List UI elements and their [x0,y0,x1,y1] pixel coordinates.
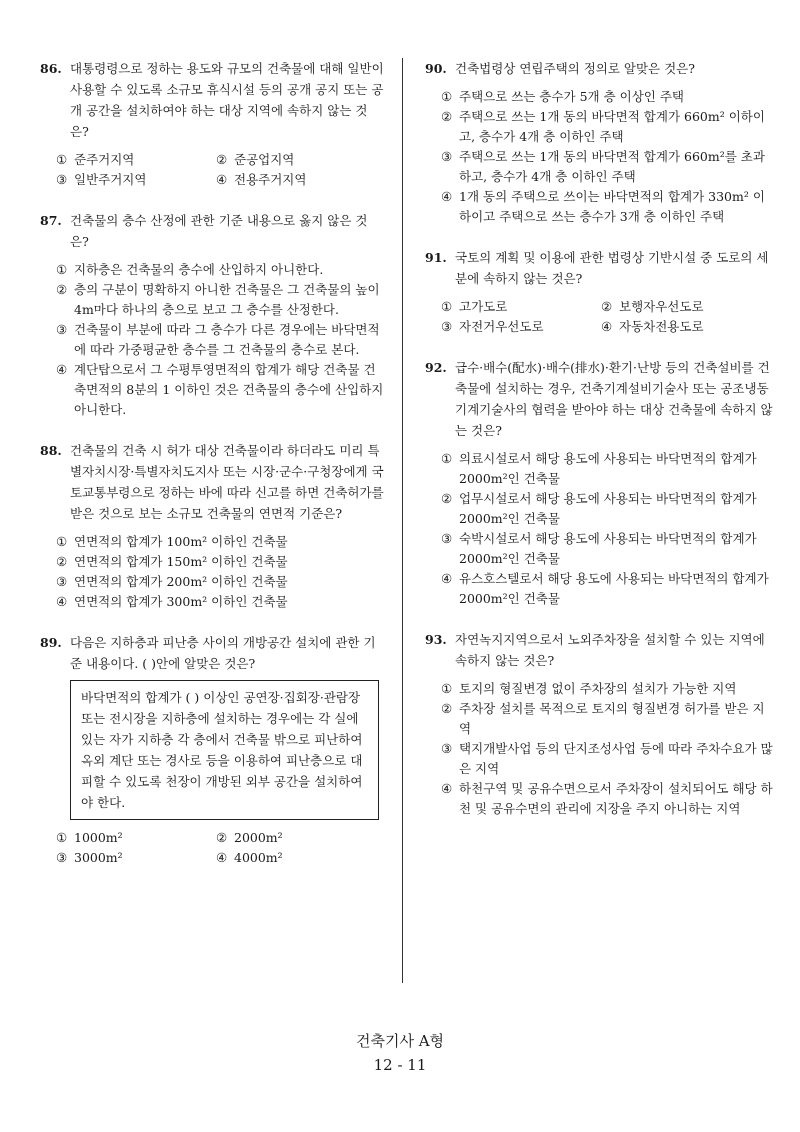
question-stem [425,58,775,79]
answer-option [56,170,216,190]
question-stem [40,440,385,524]
option-text: 토지의 형질변경 없이 주차장의 설치가 가능한 지역 [459,681,737,696]
question-number: 91. [425,250,447,265]
question-item [425,58,775,227]
answer-option [441,739,775,779]
option-mark: ① [56,262,68,277]
answer-option [56,280,385,320]
option-mark: ① [441,89,453,104]
option-mark: ② [441,491,453,506]
answer-option [441,317,601,337]
option-text: 준주거지역 [74,152,135,167]
question-text: 건축물의 층수 산정에 관한 기준 내용으로 옳지 않은 것은? [70,213,368,249]
option-mark: ② [441,109,453,124]
answer-option [601,297,761,317]
question-stem [40,58,385,142]
option-mark: ④ [441,571,453,586]
option-mark: ② [216,152,228,167]
exam-title: 건축기사 A형 [355,1032,445,1050]
answer-option [56,260,385,280]
option-mark: ④ [441,781,453,796]
option-mark: ③ [441,741,453,756]
question-text: 대통령령으로 정하는 용도와 규모의 건축물에 대해 일반이 사용할 수 있도록 소규모 휴식시설 등의 공개 공지 또는 공개 공간을 설치하여야 하는 대상 지역에 속하지 않는 것은? [70,61,384,139]
answer-option [441,187,775,227]
option-text: 3000m² [74,850,123,865]
answer-options [425,87,775,227]
option-mark: ④ [441,189,453,204]
option-text: 일반주거지역 [74,172,147,187]
question-stem [425,629,775,671]
answer-options [425,297,775,337]
question-box: 바닥면적의 합계가 ( ) 이상인 공연장·집회장·관람장 또는 전시장을 지하층에 설치하는 경우에는 각 실에 있는 자가 지하층 각 층에서 건축물 밖으로 피난하여 옥외 계단 또는 경사로 등을 이용하여 피난층으로 대피할 수 있도록 천장이 개방된 외부 공간을 설치하여야 한다. [70,680,379,820]
answer-option [441,297,601,317]
option-text: 지하층은 건축물의 층수에 산입하지 아니한다. [74,262,324,277]
answer-option [441,107,775,147]
option-text: 주택으로 쓰는 1개 동의 바닥면적 합계가 660m² 이하이고, 층수가 4개 층 이하인 주택 [459,109,765,144]
option-mark: ③ [56,574,68,589]
question-number: 86. [40,61,62,76]
answer-option [441,449,775,489]
question-item [40,210,385,420]
option-text: 자전거우선도로 [459,319,544,334]
answer-option [56,848,216,868]
answer-option [56,828,216,848]
option-text: 주택으로 쓰는 층수가 5개 층 이상인 주택 [459,89,684,104]
option-mark: ④ [56,362,68,377]
option-mark: ② [216,830,228,845]
option-mark: ③ [441,149,453,164]
option-mark: ② [56,554,68,569]
option-text: 연면적의 합계가 100m² 이하인 건축물 [74,534,288,549]
answer-option [441,679,775,699]
question-item [425,629,775,819]
answer-option [441,779,775,819]
answer-options [40,260,385,420]
option-mark: ④ [601,319,613,334]
question-number: 93. [425,632,447,647]
answer-option [441,147,775,187]
left-column [40,58,385,888]
answer-option [441,569,775,609]
option-text: 유스호스텔로서 해당 용도에 사용되는 바닥면적의 합계가 2000m²인 건축물 [459,571,769,606]
answer-option [56,552,385,572]
question-text: 건축물의 건축 시 허가 대상 건축물이라 하더라도 미리 특별자치시장·특별자치도지사 또는 시장·군수·구청장에게 국토교통부령으로 정하는 바에 따라 신고를 하면 건축허가를 받은 것으로 보는 소규모 건축물의 연면적 기준은? [70,443,384,521]
option-text: 연면적의 합계가 150m² 이하인 건축물 [74,554,288,569]
option-mark: ① [441,681,453,696]
answer-option [56,320,385,360]
option-text: 건축물이 부분에 따라 그 층수가 다른 경우에는 바닥면적에 따라 가중평균한 층수를 그 건축물의 층수로 본다. [74,322,380,357]
answer-option [216,848,376,868]
answer-option [441,87,775,107]
question-stem [425,357,775,441]
option-mark: ① [441,299,453,314]
question-item [425,357,775,609]
question-number: 89. [40,635,62,650]
option-mark: ③ [56,850,68,865]
option-text: 1개 동의 주택으로 쓰이는 바닥면적의 합계가 330m² 이하이고 주택으로 쓰는 층수가 3개 층 이하인 주택 [459,189,765,224]
answer-options [425,679,775,819]
option-text: 자동차전용도로 [619,319,704,334]
question-item [40,58,385,190]
option-text: 연면적의 합계가 300m² 이하인 건축물 [74,594,288,609]
option-mark: ③ [56,322,68,337]
question-item [425,247,775,337]
answer-option [56,592,385,612]
option-text: 1000m² [74,830,123,845]
option-mark: ① [441,451,453,466]
question-text: 국토의 계획 및 이용에 관한 법령상 기반시설 중 도로의 세분에 속하지 않는 것은? [455,250,769,286]
answer-options [40,828,385,868]
answer-options [40,532,385,612]
option-mark: ④ [216,850,228,865]
answer-option [441,529,775,569]
option-text: 주택으로 쓰는 1개 동의 바닥면적 합계가 660m²를 초과하고, 층수가 4개 층 이하인 주택 [459,149,765,184]
option-mark: ① [56,830,68,845]
option-mark: ③ [441,319,453,334]
question-item [40,440,385,612]
answer-option [216,828,376,848]
answer-option [216,170,376,190]
option-mark: ② [601,299,613,314]
question-stem [40,632,385,674]
answer-option [216,150,376,170]
option-text: 준공업지역 [234,152,295,167]
question-text: 다음은 지하층과 피난층 사이의 개방공간 설치에 관한 기준 내용이다. ( )안에 알맞은 것은? [70,635,376,671]
option-text: 전용주거지역 [234,172,307,187]
question-number: 90. [425,61,447,76]
answer-options [425,449,775,609]
right-column [425,58,775,839]
option-text: 하천구역 및 공유수면으로서 주차장이 설치되어도 해당 하천 및 공유수면의 관리에 지장을 주지 아니하는 지역 [459,781,773,816]
option-mark: ② [56,282,68,297]
option-mark: ④ [56,594,68,609]
option-text: 계단탑으로서 그 수평투영면적의 합계가 해당 건축물 건축면적의 8분의 1 이하인 것은 건축물의 층수에 산입하지 아니한다. [74,362,384,417]
answer-option [56,150,216,170]
option-text: 층의 구분이 명확하지 아니한 건축물은 그 건축물의 높이 4m마다 하나의 층으로 보고 그 층수를 산정한다. [74,282,380,317]
option-text: 택지개발사업 등의 단지조성사업 등에 따라 주차수요가 많은 지역 [459,741,773,776]
answer-option [441,489,775,529]
question-text: 건축법령상 연립주택의 정의로 알맞은 것은? [455,61,695,76]
answer-option [56,360,385,420]
question-number: 87. [40,213,62,228]
option-mark: ② [441,701,453,716]
option-mark: ③ [56,172,68,187]
option-text: 2000m² [234,830,283,845]
option-text: 4000m² [234,850,283,865]
answer-option [56,532,385,552]
option-text: 주차장 설치를 목적으로 토지의 형질변경 허가를 받은 지역 [459,701,765,736]
page-number: 12 - 11 [373,1056,427,1074]
question-number: 92. [425,360,447,375]
option-text: 고가도로 [459,299,508,314]
question-text: 자연녹지지역으로서 노외주차장을 설치할 수 있는 지역에 속하지 않는 것은? [455,632,765,668]
option-text: 의료시설로서 해당 용도에 사용되는 바닥면적의 합계가 2000m²인 건축물 [459,451,757,486]
column-divider [402,58,403,983]
option-text: 업무시설로서 해당 용도에 사용되는 바닥면적의 합계가 2000m²인 건축물 [459,491,757,526]
option-text: 보행자우선도로 [619,299,704,314]
question-item [40,632,385,868]
option-text: 숙박시설로서 해당 용도에 사용되는 바닥면적의 합계가 2000m²인 건축물 [459,531,757,566]
option-mark: ① [56,152,68,167]
option-mark: ① [56,534,68,549]
option-text: 연면적의 합계가 200m² 이하인 건축물 [74,574,288,589]
question-text: 급수·배수(配水)·배수(排水)·환기·난방 등의 건축설비를 건축물에 설치하는 경우, 건축기계설비기술사 또는 공조냉동기계기술사의 협력을 받아야 하는 대상 건축물에 속하지 않는 것은? [455,360,773,438]
answer-option [441,699,775,739]
question-stem [40,210,385,252]
option-mark: ③ [441,531,453,546]
answer-options [40,150,385,190]
answer-option [56,572,385,592]
answer-option [601,317,761,337]
question-stem [425,247,775,289]
option-mark: ④ [216,172,228,187]
question-number: 88. [40,443,62,458]
